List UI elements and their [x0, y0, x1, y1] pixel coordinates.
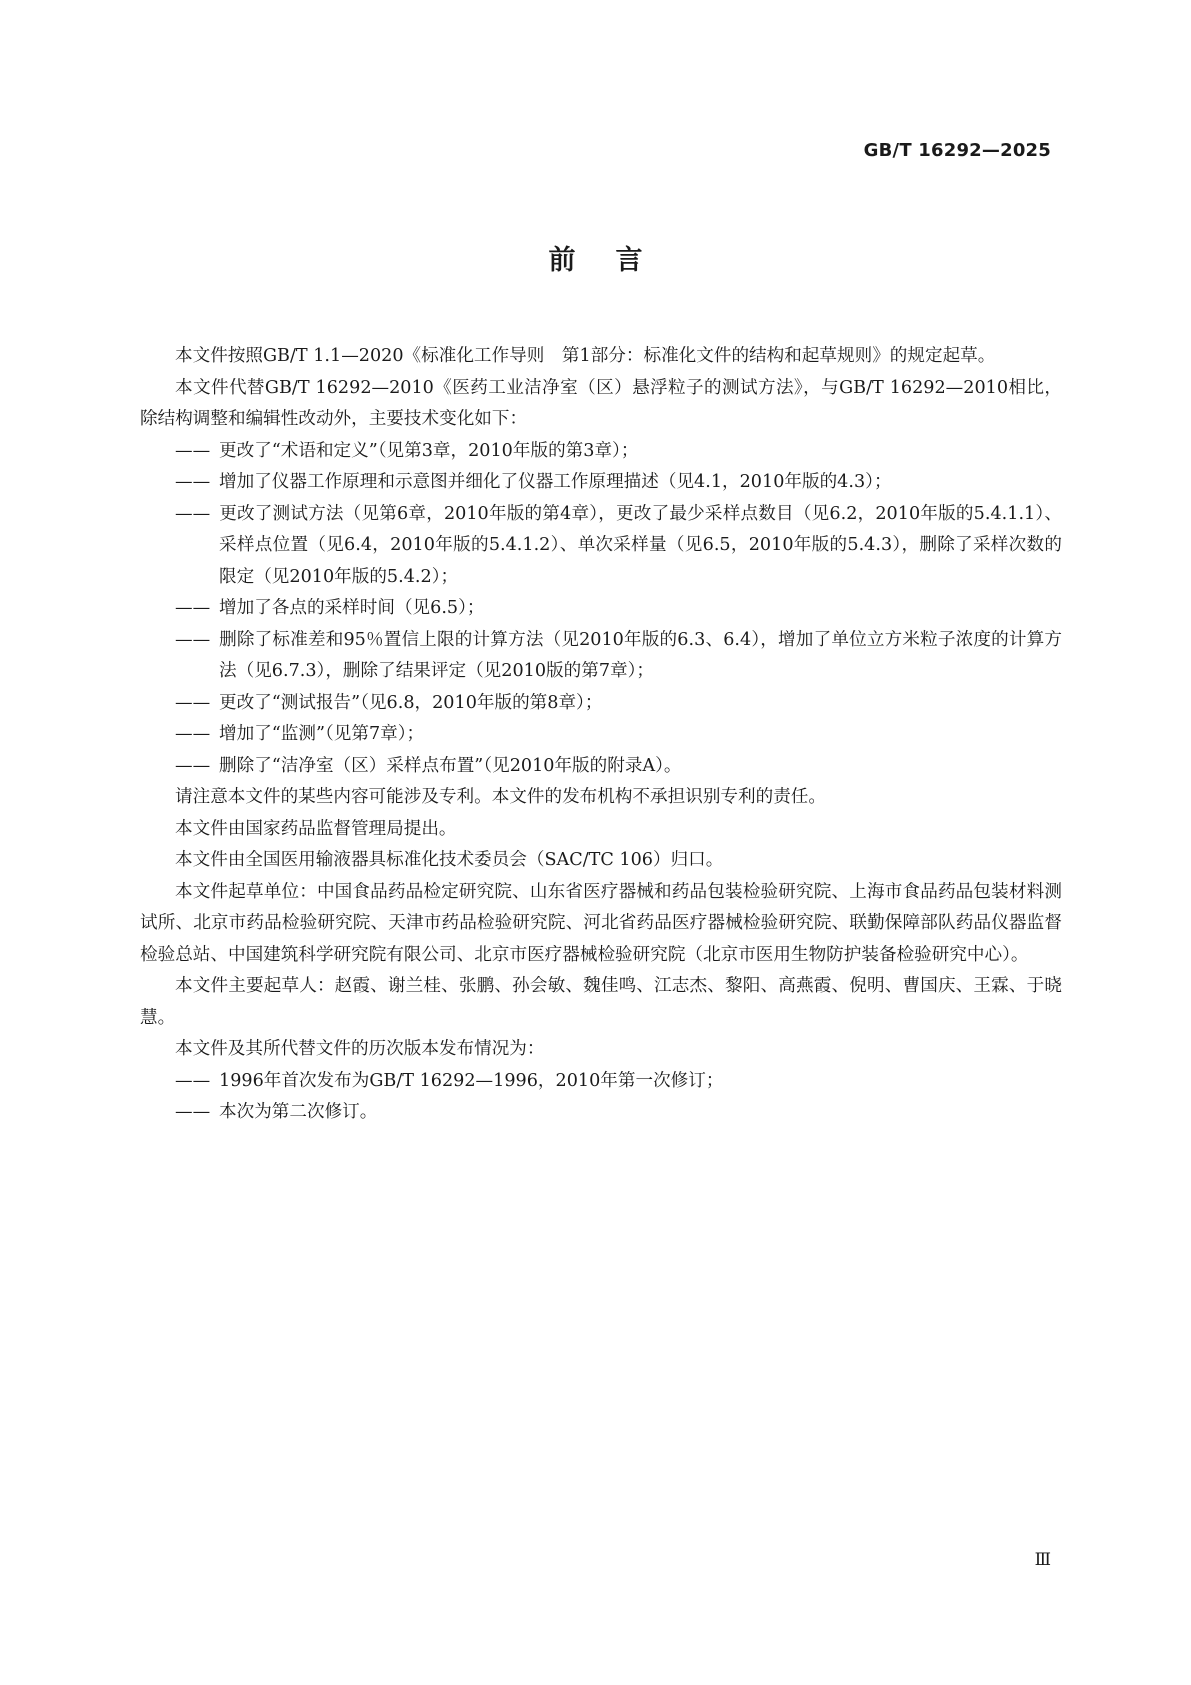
list-dash: —— — [175, 1070, 211, 1091]
version-history-list — [140, 1066, 1062, 1129]
list-item — [140, 625, 1062, 688]
list-dash: —— — [175, 724, 211, 744]
list-item-text: 增加了各点的采样时间（见6.5）； — [219, 598, 485, 618]
list-item — [140, 1066, 1062, 1098]
page-number: Ⅲ — [1034, 1550, 1051, 1570]
list-item-text: 增加了仪器工作原理和示意图并细化了仪器工作原理描述（见4.1，2010年版的4.3）； — [219, 472, 892, 492]
list-dash: —— — [175, 503, 211, 524]
list-item — [140, 719, 1062, 751]
list-item — [140, 499, 1062, 594]
list-item-text: 更改了测试方法（见第6章，2010年版的第4章），更改了最少采样点数目（见6.2，2010年版的5.4.1.1）、采样点位置（见6.4，2010年版的5.4.1.2）、单次采样量（见6.5，2010年版的5.4.3），删除了采样次数的限定（见2010年版的5.4.2）； — [219, 503, 1062, 587]
list-item-text: 1996年首次发布为GB/T 16292—1996，2010年第一次修订； — [219, 1070, 724, 1091]
list-dash: —— — [175, 1102, 211, 1122]
paragraph-proposer: 本文件由国家药品监督管理局提出。 — [175, 818, 457, 839]
document-body — [140, 341, 1062, 1129]
paragraph-replacement: 本文件代替GB/T 16292—2010《医药工业洁净室（区）悬浮粒子的测试方法》，与GB/T 16292—2010相比，除结构调整和编辑性改动外，主要技术变化如下： — [140, 377, 1062, 429]
list-dash: —— — [175, 755, 211, 776]
paragraph-version-history: 本文件及其所代替文件的历次版本发布情况为： — [175, 1039, 545, 1059]
list-item — [140, 467, 1062, 499]
list-item — [140, 751, 1062, 783]
technical-changes-list — [140, 436, 1062, 783]
list-item-text: 更改了“测试报告”（见6.8，2010年版的第8章）； — [219, 692, 603, 713]
list-item — [140, 593, 1062, 625]
paragraph-drafting-rules: 本文件按照GB/T 1.1—2020《标准化工作导则 第1部分：标准化文件的结构和起草规则》的规定起草。 — [175, 346, 996, 366]
paragraph-drafters: 本文件主要起草人：赵霞、谢兰桂、张鹏、孙会敏、魏佳鸣、江志杰、黎阳、高燕霞、倪明、曹国庆、王霖、于晓慧。 — [140, 976, 1062, 1028]
paragraph-patent-notice: 请注意本文件的某些内容可能涉及专利。本文件的发布机构不承担识别专利的责任。 — [175, 787, 826, 807]
list-item — [140, 436, 1062, 468]
list-dash: —— — [175, 472, 211, 492]
list-item-text: 本次为第二次修订。 — [219, 1102, 378, 1122]
list-dash: —— — [175, 598, 211, 618]
list-item-text: 增加了“监测”（见第7章）； — [219, 724, 425, 744]
list-item-text: 更改了“术语和定义”（见第3章，2010年版的第3章）； — [219, 440, 639, 461]
list-dash: —— — [175, 629, 211, 650]
paragraph-drafting-units: 本文件起草单位：中国食品药品检定研究院、山东省医疗器械和药品包装检验研究院、上海市食品药品包装材料测试所、北京市药品检验研究院、天津市药品检验研究院、河北省药品医疗器械检验研究院、联勤保障部队药品仪器监督检验总站、中国建筑科学研究院有限公司、北京市医疗器械检验研究院（北京市医用生物防护装备检验研究中心）。 — [140, 881, 1062, 965]
list-item-text: 删除了“洁净室（区）采样点布置”（见2010年版的附录A）。 — [219, 755, 682, 776]
list-item-text: 删除了标准差和95％置信上限的计算方法（见2010年版的6.3、6.4），增加了单位立方米粒子浓度的计算方法（见6.7.3），删除了结果评定（见2010版的第7章）； — [219, 629, 1062, 681]
list-item — [140, 688, 1062, 720]
paragraph-committee: 本文件由全国医用输液器具标准化技术委员会（SAC/TC 106）归口。 — [175, 850, 724, 870]
list-dash: —— — [175, 440, 211, 461]
list-dash: —— — [175, 692, 211, 713]
standard-code: GB/T 16292—2025 — [863, 140, 1051, 161]
list-item — [140, 1097, 1062, 1129]
page-title: 前言 — [548, 245, 683, 276]
